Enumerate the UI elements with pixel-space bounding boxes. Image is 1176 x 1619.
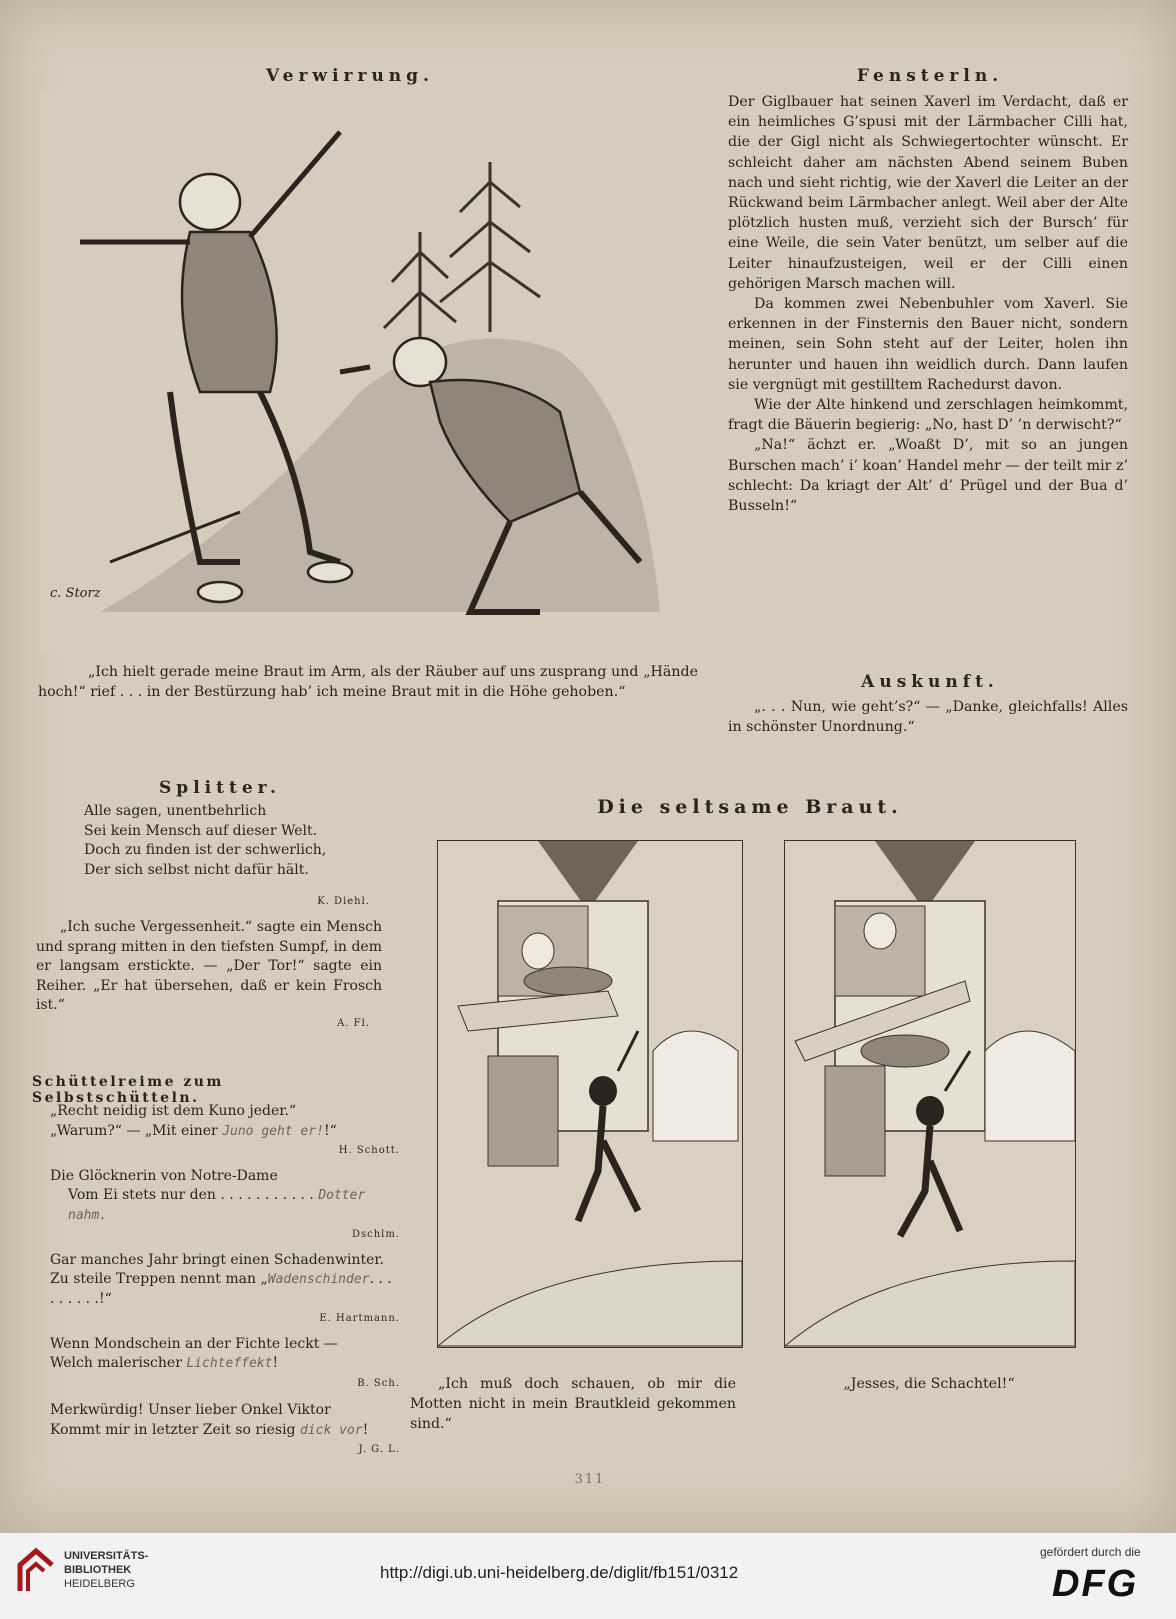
rhyme-line: Merkwürdig! Unser lieber Onkel Viktor [50,1402,331,1418]
splitter-prose: „Ich suche Vergessenheit.“ sagte ein Mensch und sprang mitten in den tiefsten Sumpf, in dem er langsam erstickte. — „Der Tor!“ sagte ein Reiher. „Er hat übersehen, daß er kein Frosch ist.“ [36,919,382,1013]
page-number: 311 [574,1472,606,1487]
braut-caption-1: „Ich muß doch schauen, ob mir die Motten nicht in mein Brautkleid gekommen sind.“ [410,1376,736,1433]
fensterln-paragraph: Der Giglbauer hat seinen Xaverl im Verdacht, daß er ein heimliches G’spusi mit der Lärmbacher Cilli hat, die der Gigl nicht als Schwiegertochter wünscht. Er schleicht daher am nächsten Abend seinem Buben nach und sieht richtig, wie der Xaverl die Leiter an der Rückwand beim Lärmbacher anlegt. Weil aber der Alte plötzlich husten muß, verzieht sich der Bursch’ für eine Weile, die sein Vater benützt, um selber auf die Leiter hinaufzusteigen, weil er der Cilli einen gehörigen Marsch machen will. [728,94,1128,292]
handwritten-answer: Juno geht er! [222,1123,324,1139]
rhyme-line: „Recht neidig ist dem Kuno jeder.“ [50,1103,297,1119]
fensterln-text [728,92,1128,516]
handwritten-answer: Lichteffekt [186,1356,273,1371]
splitter-title: Splitter. [159,778,281,798]
rhyme-author: E. Hartmann. [319,1313,400,1324]
handwritten-answer: Wadenschinder [267,1272,370,1287]
rhyme-author: J. G. L. [358,1444,400,1455]
rhyme-line: Vom Ei stets nur den . . . . . . . . . . . Dotter nahm. [68,1187,366,1223]
splitter-poem [84,802,384,880]
rhyme-author: H. Schott. [338,1145,400,1156]
rhyme-line: Gar manches Jahr bringt einen Schadenwinter. [50,1251,384,1268]
digitization-footer [0,1533,1176,1619]
funding-note: gefördert durch die [1040,1545,1141,1559]
rhyme-author: Dschlm. [351,1229,400,1240]
braut-title: Die seltsame Braut. [597,796,903,818]
schuettelreime-list [50,1102,400,1460]
rhyme-line: Die Glöcknerin von Notre-Dame [50,1167,278,1184]
fensterln-paragraph: Da kommen zwei Nebenbuhler vom Xaverl. Sie erkennen in der Finsternis den Bauer nicht, sondern meinen, sein Sohn steht auf der Leiter, holen ihn herunter und hauen ihn weidlich durch. Dann laufen sie vergnügt mit gestilltem Rachedurst davon. [728,296,1128,393]
rhyme-line: Kommt mir in letzter Zeit so riesig dick vor! [50,1421,369,1438]
fensterln-paragraph: „Na!“ ächzt er. „Woaßt D’, mit so an jungen Burschen mach’ i’ koan’ Handel mehr — der teilt mir z’ schlecht: Da kriagt der Alt’ d’ Prügel und der Bua d’ Busseln!“ [728,437,1128,515]
dfg-logo: DFG [1052,1563,1139,1605]
university-logo-icon [16,1547,56,1595]
handwritten-answer: Dotter nahm. [68,1188,366,1223]
auskunft-text: „. . . Nun, wie geht’s?“ — „Danke, gleichfalls! Alles in schönster Unordnung.“ [728,699,1128,736]
rhyme-author: B. Sch. [357,1377,400,1389]
poem-line: Sei kein Mensch auf dieser Welt. [84,822,318,839]
braut-caption-2: „Jesses, die Schachtel!“ [843,1376,1015,1392]
rhyme-line: Welch malerischer Lichteffekt! [50,1355,279,1371]
fensterln-title: Fensterln. [856,66,1004,86]
fensterln-paragraph: Wie der Alte hinkend und zerschlagen heimkommt, fragt die Bäuerin begierig: „No, hast D’ ’n derwischt?“ [728,397,1128,434]
rhyme-line: Wenn Mondschein an der Fichte leckt — [50,1335,338,1352]
poem-author: K. Diehl. [317,896,370,907]
source-url-link[interactable]: http://digi.ub.uni-heidelberg.de/diglit/fb151/0312 [380,1563,739,1582]
poem-line: Doch zu finden ist der schwerlich, [84,842,327,858]
poem-line: Alle sagen, unentbehrlich [84,803,267,819]
robbery-illustration [40,92,680,652]
bride-panel-2 [784,840,1076,1348]
handwritten-answer: dick vor [299,1422,363,1438]
bride-panel-1 [437,840,743,1348]
verwirrung-caption: „Ich hielt gerade meine Braut im Arm, als der Räuber auf uns zusprang und „Hände hoch!“ rief . . . in der Bestürzung hab’ ich meine Braut mit in die Höhe gehoben.“ [38,664,698,701]
auskunft-title: Auskunft. [861,672,999,692]
svg-text:c. Storz: c. Storz [50,586,101,601]
university-name: UNIVERSITÄTS- BIBLIOTHEK HEIDELBERG [64,1550,149,1590]
poem-line: Der sich selbst nicht dafür hält. [84,861,309,878]
prose-author: A. Fl. [337,1018,370,1029]
verwirrung-title: Verwirrung. [266,66,434,86]
schuettelreime-title: Schüttelreime zum Selbstschütteln. [32,1074,224,1106]
rhyme-line: Zu steile Treppen nennt man „Wadenschinder. . . . . . . . .!“ [50,1271,392,1307]
rhyme-line: „Warum?“ — „Mit einer Juno geht er!!“ [50,1122,337,1139]
